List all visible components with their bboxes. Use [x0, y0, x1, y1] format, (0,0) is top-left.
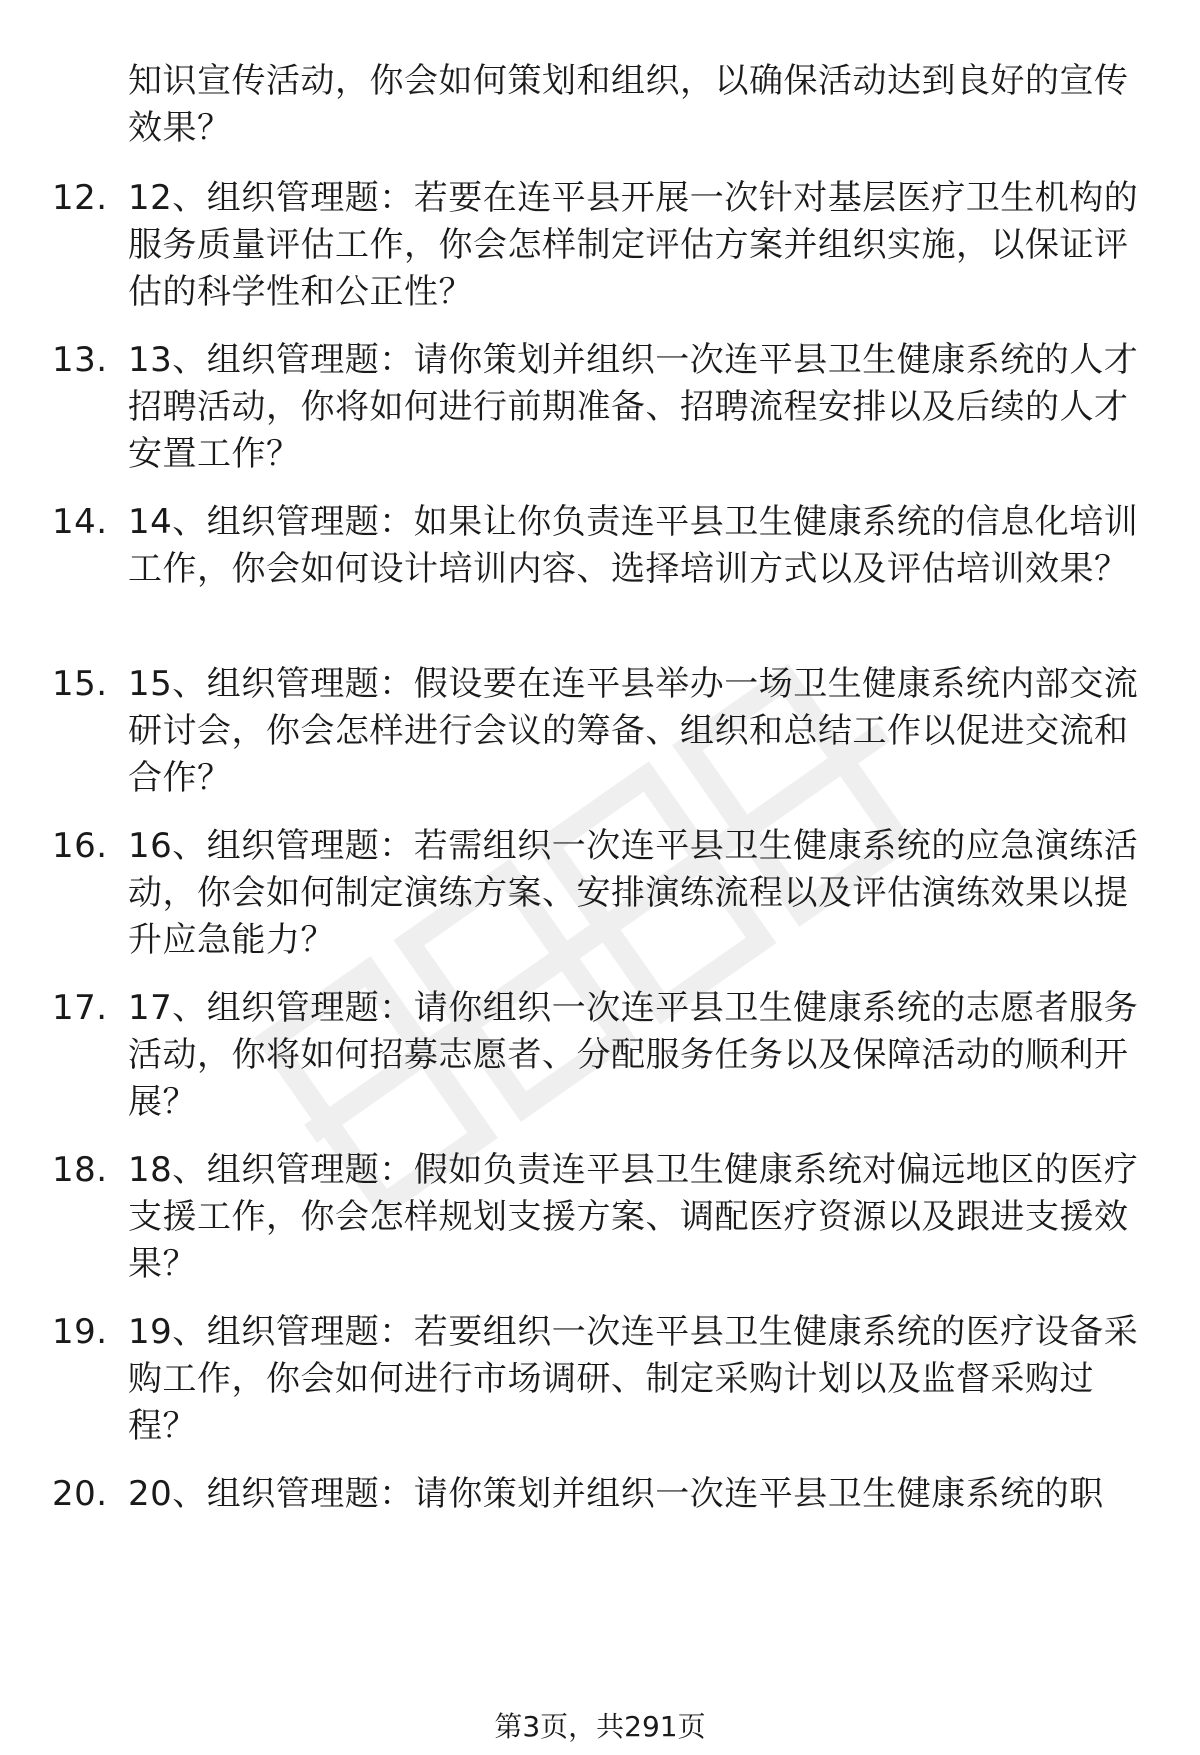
item-text: 18、组织管理题：假如负责连平县卫生健康系统对偏远地区的医疗支援工作，你会怎样规划支援方案、调配医疗资源以及跟进支援效果？ [128, 1150, 1139, 1284]
item-text: 17、组织管理题：请你组织一次连平县卫生健康系统的志愿者服务活动，你将如何招募志愿者、分配服务任务以及保障活动的顺利开展？ [128, 988, 1139, 1122]
item-number: 12. [52, 178, 108, 218]
item-number: 15. [52, 664, 108, 704]
continuation-paragraph: 知识宣传活动，你会如何策划和组织，以确保活动达到良好的宣传效果？ [128, 61, 1129, 148]
item-number: 20. [52, 1474, 108, 1514]
page-footer: 第3页，共291页 [494, 1710, 706, 1743]
item-text: 20、组织管理题：请你策划并组织一次连平县卫生健康系统的职 [128, 1474, 1104, 1514]
item-number: 17. [52, 988, 108, 1028]
item-text: 16、组织管理题：若需组织一次连平县卫生健康系统的应急演练活动，你会如何制定演练方案、安排演练流程以及评估演练效果以提升应急能力？ [128, 826, 1139, 960]
item-number: 14. [52, 502, 108, 542]
item-text: 14、组织管理题：如果让你负责连平县卫生健康系统的信息化培训工作，你会如何设计培训内容、选择培训方式以及评估培训效果？ [128, 502, 1139, 589]
item-number: 13. [52, 340, 108, 380]
item-number: 16. [52, 826, 108, 866]
item-text: 19、组织管理题：若要组织一次连平县卫生健康系统的医疗设备采购工作，你会如何进行市场调研、制定采购计划以及监督采购过程？ [128, 1312, 1139, 1446]
item-number: 18. [52, 1150, 108, 1190]
item-number: 19. [52, 1312, 108, 1352]
item-text: 13、组织管理题：请你策划并组织一次连平县卫生健康系统的人才招聘活动，你将如何进行前期准备、招聘流程安排以及后续的人才安置工作？ [128, 340, 1139, 474]
item-text: 12、组织管理题：若要在连平县开展一次针对基层医疗卫生机构的服务质量评估工作，你会怎样制定评估方案并组织实施，以保证评估的科学性和公正性？ [128, 178, 1139, 312]
item-text: 15、组织管理题：假设要在连平县举办一场卫生健康系统内部交流研讨会，你会怎样进行会议的筹备、组织和总结工作以促进交流和合作？ [128, 664, 1139, 798]
